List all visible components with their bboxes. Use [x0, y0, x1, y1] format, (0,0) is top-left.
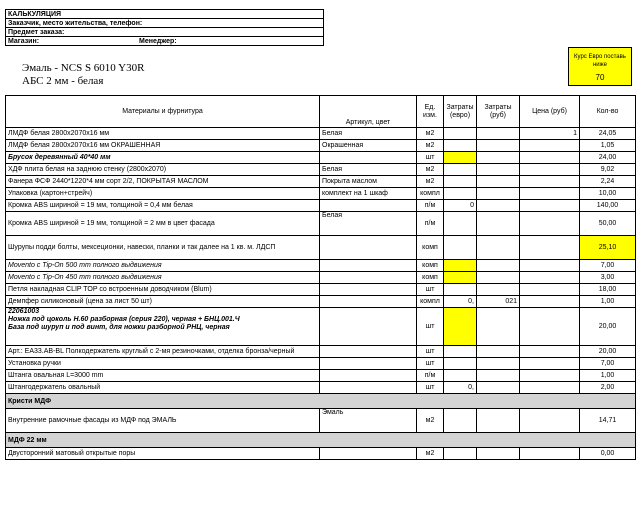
customer-field[interactable]: Заказчик, место жительства, телефон:: [5, 18, 324, 28]
material-name: Петля накладная CLIP TOP со встроенным доводчиком (Blum): [6, 284, 320, 296]
cost-eur-cell: [444, 272, 477, 284]
article-cell: [320, 260, 417, 272]
unit-cell: комп: [417, 236, 444, 260]
cost-rub-cell: [477, 382, 520, 394]
table-row: [6, 200, 636, 212]
material-name: Демпфер силиконовый (цена за лист 50 шт): [6, 296, 320, 308]
col-cost-eur: Затраты (евро): [444, 96, 477, 128]
price-cell: [520, 260, 580, 272]
table-row: [6, 272, 636, 284]
price-cell: [520, 152, 580, 164]
price-cell: [520, 200, 580, 212]
material-name: Установка ручки: [6, 358, 320, 370]
material-name: Арт.: EA33.AB-BL Полкодержатель круглый с 2-мя резиночками, отделка бронза/черный: [6, 346, 320, 358]
unit-cell: м2: [417, 140, 444, 152]
cost-eur-cell: 0: [444, 200, 477, 212]
table-row: [6, 236, 636, 260]
cost-rub-cell: [477, 152, 520, 164]
unit-cell: м2: [417, 164, 444, 176]
material-name: Movento с Tip-On 500 mm полного выдвижения: [6, 260, 320, 272]
multiline-text: База под шуруп и под винт, для ножки разборной РНЦ, черная: [8, 324, 230, 331]
unit-cell: шт: [417, 346, 444, 358]
qty-cell: 7,00: [580, 260, 636, 272]
unit-cell: п/м: [417, 370, 444, 382]
qty-cell: 2,24: [580, 176, 636, 188]
qty-cell: 18,00: [580, 284, 636, 296]
article-cell: [320, 370, 417, 382]
qty-cell: 14,71: [580, 409, 636, 433]
unit-cell: м2: [417, 409, 444, 433]
cost-eur-cell: [444, 236, 477, 260]
cost-eur-cell: [444, 152, 477, 164]
cost-eur-cell: [444, 260, 477, 272]
shop-label: Магазин:: [8, 38, 40, 45]
material-name: ЛМДФ белая 2800x2070x16 мм: [6, 128, 320, 140]
unit-cell: м2: [417, 128, 444, 140]
table-row: [6, 346, 636, 358]
cost-eur-cell: [444, 358, 477, 370]
order-subject-field[interactable]: Предмет заказа:: [5, 27, 324, 37]
unit-cell: шт: [417, 152, 444, 164]
table-row: [6, 358, 636, 370]
article-cell: Белая: [320, 212, 417, 236]
unit-cell: м2: [417, 448, 444, 460]
table-header-row: [6, 96, 636, 128]
material-name: Кромка ABS шириной = 19 мм, толщиной = 0,4 мм белая: [6, 200, 320, 212]
price-cell: [520, 370, 580, 382]
table-row: [6, 382, 636, 394]
cost-rub-cell: [477, 200, 520, 212]
unit-cell: шт: [417, 382, 444, 394]
material-name: Внутренние рамочные фасады из МДФ под ЭМАЛЬ: [6, 409, 320, 433]
qty-cell: 10,00: [580, 188, 636, 200]
section-title: МДФ 22 мм: [6, 433, 636, 448]
cost-rub-cell: [477, 308, 520, 346]
table-row: [6, 188, 636, 200]
article-cell: [320, 236, 417, 260]
cost-eur-cell: [444, 188, 477, 200]
qty-cell: 20,00: [580, 346, 636, 358]
multiline-text: 22061003: [8, 308, 40, 315]
col-price: Цена (руб): [520, 96, 580, 128]
qty-cell: 3,00: [580, 272, 636, 284]
col-cost-rub: Затраты (руб): [477, 96, 520, 128]
table-row: [6, 284, 636, 296]
table-row: [6, 140, 636, 152]
manager-label: Менеджер:: [139, 38, 177, 45]
euro-course-label: Курс Евро поставь ниже: [574, 54, 626, 68]
cost-eur-cell: [444, 128, 477, 140]
cost-rub-cell: [477, 164, 520, 176]
cost-rub-cell: [477, 358, 520, 370]
article-cell: [320, 272, 417, 284]
unit-cell: шт: [417, 308, 444, 346]
article-cell: [320, 200, 417, 212]
cost-rub-cell: [477, 188, 520, 200]
cost-rub-cell: [477, 448, 520, 460]
euro-course-value[interactable]: 70: [595, 73, 605, 82]
material-name: ЛМДФ белая 2800x2070x16 мм ОКРАШЕННАЯ: [6, 140, 320, 152]
product-line-2: АБС 2 мм - белая: [22, 75, 104, 87]
article-cell: [320, 152, 417, 164]
table-row: [6, 448, 636, 460]
unit-cell: комп: [417, 272, 444, 284]
cost-rub-cell: [477, 236, 520, 260]
cost-eur-cell: [444, 176, 477, 188]
price-cell: [520, 272, 580, 284]
col-qty: Кол-во: [580, 96, 636, 128]
table-row-legs: [6, 308, 636, 346]
article-cell: Окрашенная: [320, 140, 417, 152]
cost-rub-cell: 021: [477, 296, 520, 308]
article-cell: Эмаль: [320, 409, 417, 433]
section-row: [6, 433, 636, 448]
unit-cell: шт: [417, 358, 444, 370]
price-cell: [520, 140, 580, 152]
material-name: Упаковка (картон+стрейч): [6, 188, 320, 200]
table-row: [6, 296, 636, 308]
qty-cell: 50,00: [580, 212, 636, 236]
material-name: ХДФ плита белая на заднюю стенку (2800x2070): [6, 164, 320, 176]
qty-cell: 1,05: [580, 140, 636, 152]
cost-eur-cell: [444, 370, 477, 382]
cost-rub-cell: [477, 272, 520, 284]
cost-rub-cell: [477, 140, 520, 152]
price-cell: [520, 164, 580, 176]
cost-eur-cell: [444, 164, 477, 176]
multiline-text: Ножка под цоколь Н.60 разборная (серия 220), черная + БНЦ.001.Ч: [8, 316, 240, 323]
euro-course-box[interactable]: [568, 47, 632, 86]
price-cell: [520, 346, 580, 358]
qty-cell: 0,00: [580, 448, 636, 460]
article-cell: [320, 284, 417, 296]
cost-eur-cell: [444, 284, 477, 296]
price-cell: [520, 308, 580, 346]
cost-rub-cell: [477, 409, 520, 433]
material-name: Двусторонний матовый открытые поры: [6, 448, 320, 460]
article-cell: комплект на 1 шкаф: [320, 188, 417, 200]
cost-eur-cell: [444, 308, 477, 346]
price-cell: [520, 409, 580, 433]
cost-eur-cell: 0,: [444, 296, 477, 308]
table-row: [6, 176, 636, 188]
price-cell: [520, 358, 580, 370]
cost-rub-cell: [477, 346, 520, 358]
qty-cell: 2,00: [580, 382, 636, 394]
cost-eur-cell: [444, 448, 477, 460]
col-unit: Ед. изм.: [417, 96, 444, 128]
calc-table: [5, 95, 636, 460]
material-name-multiline: [6, 308, 320, 346]
price-cell: [520, 236, 580, 260]
blank-area: [425, 28, 535, 38]
price-cell: [520, 448, 580, 460]
section-row: [6, 394, 636, 409]
qty-cell: 20,00: [580, 308, 636, 346]
table-row: [6, 370, 636, 382]
price-cell: [520, 212, 580, 236]
material-name: Брусок деревянный 40*40 мм: [6, 152, 320, 164]
price-cell: [520, 188, 580, 200]
article-cell: Белая: [320, 164, 417, 176]
col-article: Артикул, цвет: [320, 96, 417, 128]
cost-rub-cell: [477, 284, 520, 296]
material-name: Шурупы подди болты, мексеционки, навески, планки и так далее на 1 кв. м. ЛДСП: [6, 236, 320, 260]
product-line-1: Эмаль - NCS S 6010 Y30R: [22, 62, 145, 74]
cost-rub-cell: [477, 176, 520, 188]
unit-cell: п/м: [417, 212, 444, 236]
col-materials: Материалы и фурнитура: [6, 96, 320, 128]
price-cell: [520, 284, 580, 296]
cost-rub-cell: [477, 212, 520, 236]
qty-cell: 7,00: [580, 358, 636, 370]
material-name: Штангодержатель овальный: [6, 382, 320, 394]
article-cell: Покрыта маслом: [320, 176, 417, 188]
article-cell: [320, 448, 417, 460]
calc-title: КАЛЬКУЛЯЦИЯ: [5, 9, 324, 19]
price-cell: [520, 176, 580, 188]
price-cell: [520, 382, 580, 394]
cost-eur-cell: 0,: [444, 382, 477, 394]
cost-rub-cell: [477, 260, 520, 272]
cost-eur-cell: [444, 346, 477, 358]
qty-cell: 24,00: [580, 152, 636, 164]
unit-cell: комп: [417, 260, 444, 272]
qty-cell: 1,00: [580, 370, 636, 382]
table-row: [6, 409, 636, 433]
qty-cell: 1,00: [580, 296, 636, 308]
article-cell: [320, 346, 417, 358]
price-cell: [520, 296, 580, 308]
article-cell: [320, 308, 417, 346]
table-row: [6, 152, 636, 164]
cost-eur-cell: [444, 212, 477, 236]
unit-cell: шт: [417, 284, 444, 296]
material-name: Movento с Tip-On 450 mm полного выдвижения: [6, 272, 320, 284]
unit-cell: п/м: [417, 200, 444, 212]
cost-eur-cell: [444, 140, 477, 152]
table-row: [6, 260, 636, 272]
price-cell: 1: [520, 128, 580, 140]
table-row: [6, 164, 636, 176]
section-title: Кристи МДФ: [6, 394, 636, 409]
article-cell: [320, 358, 417, 370]
qty-cell: 9,02: [580, 164, 636, 176]
material-name: Кромка ABS шириной = 19 мм, толщиной = 2 мм в цвет фасада: [6, 212, 320, 236]
shop-field[interactable]: [5, 36, 324, 46]
qty-cell: 25,10: [580, 236, 636, 260]
article-cell: Белая: [320, 128, 417, 140]
cost-rub-cell: [477, 128, 520, 140]
table-row: [6, 128, 636, 140]
cost-rub-cell: [477, 370, 520, 382]
qty-cell: 24,05: [580, 128, 636, 140]
material-name: Фанера ФСФ 2440*1220*4 мм сорт 2/2, ПОКРЫТАЯ МАСЛОМ: [6, 176, 320, 188]
material-name: Штанга овальная L=3000 mm: [6, 370, 320, 382]
article-cell: [320, 296, 417, 308]
article-cell: [320, 382, 417, 394]
unit-cell: м2: [417, 176, 444, 188]
cost-eur-cell: [444, 409, 477, 433]
qty-cell: 140,00: [580, 200, 636, 212]
table-row: [6, 212, 636, 236]
unit-cell: компл: [417, 188, 444, 200]
unit-cell: компл: [417, 296, 444, 308]
